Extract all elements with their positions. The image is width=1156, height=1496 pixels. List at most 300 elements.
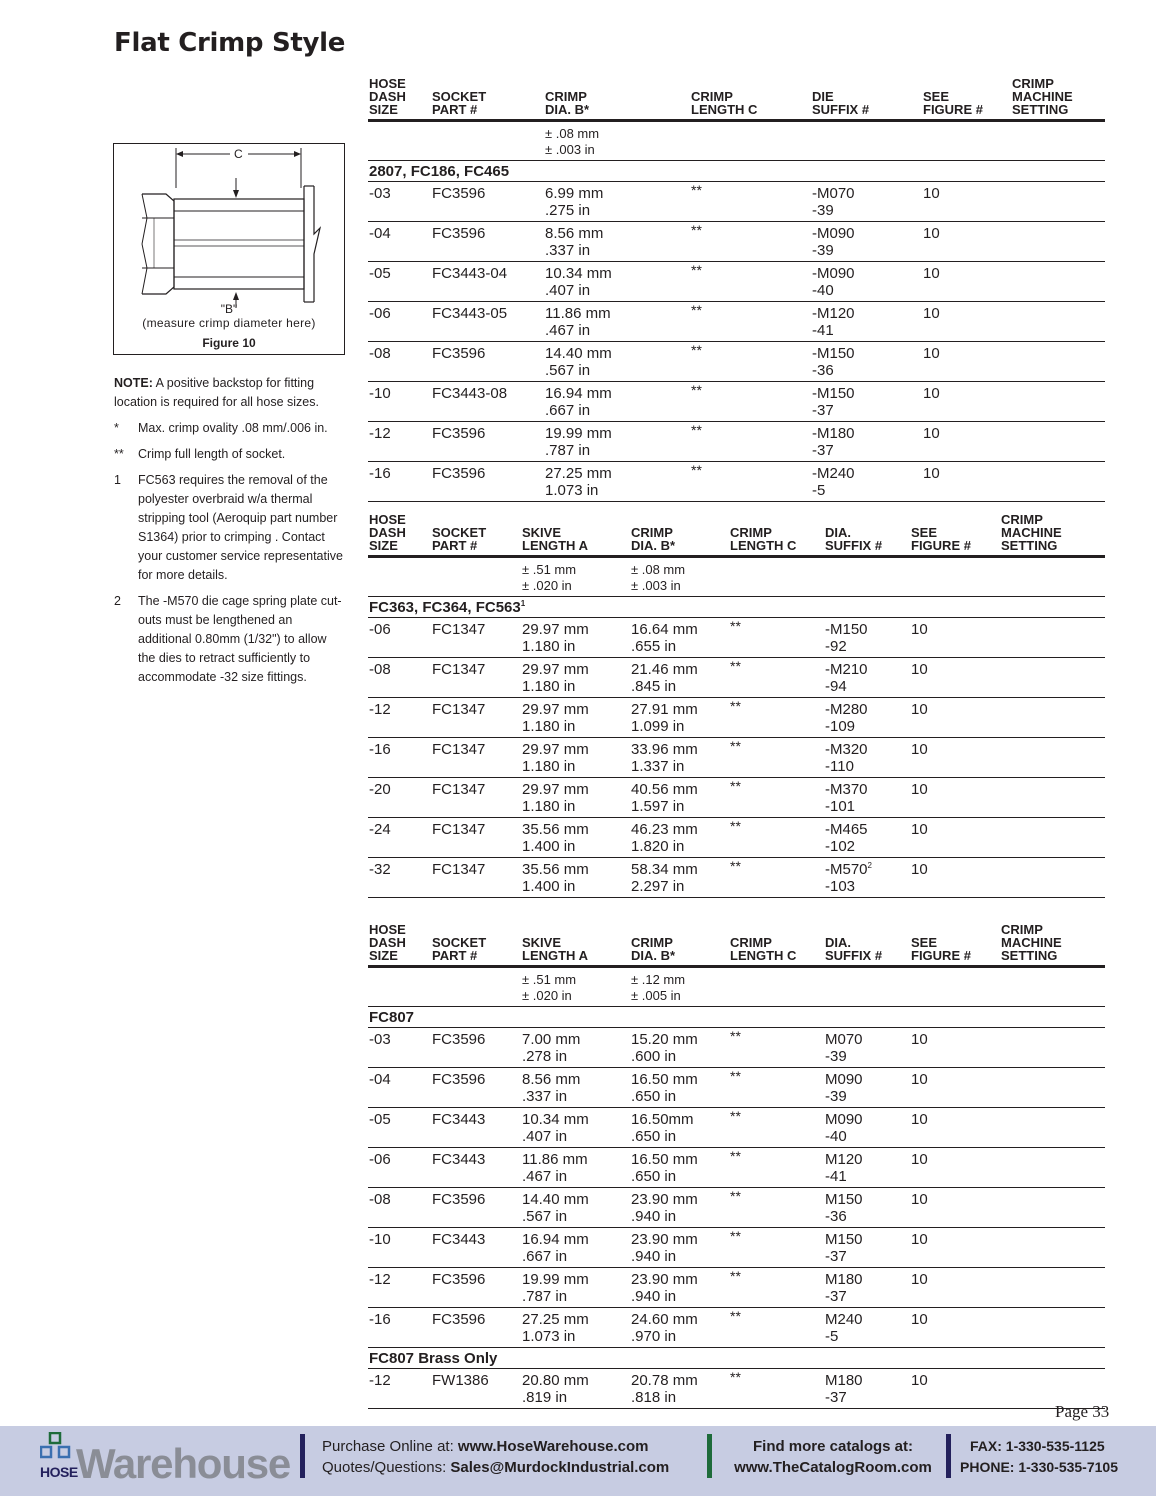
group-label-value [369,599,1105,616]
skive-length [521,617,630,657]
crimp-dia [630,1227,729,1267]
hose-dash-size [368,301,431,341]
crimp-length [690,301,811,341]
crimp-length-value: ** [730,1107,741,1124]
table-row [368,657,1105,697]
see-figure [910,1368,1000,1408]
skive-length-value: 14.40 mm [522,1190,589,1208]
crimp-machine-setting [1000,657,1105,697]
footnote [114,445,346,464]
crimp-machine-setting [1011,421,1105,461]
see-figure-value: 10 [911,1070,928,1088]
dia-suffix-value: -102 [825,837,856,855]
dia-suffix-value: -M210 [825,660,868,678]
see-figure [910,697,1000,737]
die-suffix-value: -41 [812,321,834,339]
col-see-figure: SEE FIGURE # [922,76,1011,120]
crimp-length-value: ** [691,261,702,278]
group-row [368,160,1105,181]
table-row [368,461,1105,501]
dia-suffix-value: -5 [825,1327,839,1345]
dia-suffix [824,1107,910,1147]
skive-length-value: 19.99 mm [522,1270,589,1288]
crimp-dia-value: .650 in [631,1087,677,1105]
dia-suffix-value: -92 [825,637,847,655]
dia-suffix-value: M150 [825,1190,863,1208]
tolerance-cell-value: ± .003 in [631,577,681,593]
skive-length [521,777,630,817]
crimp-length [729,1187,824,1227]
col-hose-dash-size: HOSE DASH SIZE [368,512,431,556]
crimp-length-value: ** [730,1147,741,1164]
hose-dash-size [368,817,431,857]
socket-part-value: FC1347 [432,700,486,718]
hose-warehouse-logo-icon [40,1432,76,1462]
crimp-dia [630,697,729,737]
col-crimp-machine-setting: CRIMP MACHINE SETTING [1011,76,1105,120]
crimp-length [729,1027,824,1067]
dia-suffix-value: -103 [825,877,856,895]
hose-dash-size [368,261,431,301]
crimp-length-value: ** [730,1187,741,1204]
see-figure-value: 10 [911,1371,928,1389]
socket-part [431,817,521,857]
crimp-length [729,1147,824,1187]
hose-dash-size [368,777,431,817]
col-crimp-length: CRIMP LENGTH C [690,76,811,120]
footnote-text: The -M570 die cage spring plate cut-outs must be lengthened an additional 0.80mm (1/32") to allow the dies to retract sufficiently to accommodate -32 size fittings. [138,594,342,684]
die-suffix-value: -36 [812,361,834,379]
hose-dash-size [368,1187,431,1227]
tolerance-cell [544,120,690,160]
footnote-text: Crimp full length of socket. [138,447,286,461]
socket-part [431,301,544,341]
col-crimp-dia: CRIMP DIA. B* [544,76,690,120]
dia-suffix-value: -M320 [825,740,868,758]
tolerance-cell [431,120,544,160]
col-dia-suffix: DIA. SUFFIX # [824,512,910,556]
crimp-length-value: ** [730,697,741,714]
die-suffix-value: -M150 [812,344,855,362]
group-row [368,1347,1105,1368]
tolerance-cell [1000,966,1105,1006]
col-socket-part: SOCKET PART # [431,76,544,120]
table-row [368,261,1105,301]
die-suffix-value: -40 [812,281,834,299]
see-figure [910,1227,1000,1267]
col-crimp-dia: CRIMP DIA. B* [630,512,729,556]
see-figure [910,657,1000,697]
socket-part-value: FC3596 [432,1190,486,1208]
socket-part [431,341,544,381]
socket-part [431,1147,521,1187]
crimp-length-value: ** [730,657,741,674]
footer-catalogs [730,1436,936,1478]
see-figure [910,1027,1000,1067]
see-figure [910,617,1000,657]
crimp-length-value: ** [730,1227,741,1244]
see-figure-value: 10 [923,384,940,402]
crimp-dia [630,617,729,657]
tolerance-cell [729,556,824,596]
skive-length-value: 29.97 mm [522,620,589,638]
see-figure-value: 10 [923,304,940,322]
tolerance-cell-value: ± .08 mm [631,561,686,577]
dia-suffix-value: -37 [825,1247,847,1265]
tolerance-cell-value: ± .005 in [631,987,681,1003]
figure-caption: Figure 10 [202,336,256,350]
crimp-dia-value: .940 in [631,1207,677,1225]
skive-length-value: 1.180 in [522,677,576,695]
crimp-dia [630,1368,729,1408]
skive-length [521,1368,630,1408]
tolerance-cell [630,556,729,596]
purchase-link[interactable]: www.HoseWarehouse.com [457,1438,649,1455]
socket-part [431,381,544,421]
crimp-machine-setting [1000,1027,1105,1067]
tolerance-cell [811,120,922,160]
col-crimp-machine-setting: CRIMP MACHINE SETTING [1000,512,1105,556]
footer-contact-online [322,1436,669,1478]
dia-suffix-value: -36 [825,1207,847,1225]
hose-dash-size-value: -12 [369,424,391,442]
crimp-machine-setting [1000,1187,1105,1227]
table-row [368,1067,1105,1107]
see-figure [922,341,1011,381]
skive-length [521,1267,630,1307]
tolerance-cell [368,556,431,596]
hose-dash-size [368,697,431,737]
dia-suffix [824,1067,910,1107]
table-row [368,857,1105,897]
skive-length [521,1067,630,1107]
crimp-dia-value: 8.56 mm [545,224,604,242]
quotes-email-link[interactable]: Sales@MurdockIndustrial.com [450,1459,670,1476]
socket-part-value: FC3596 [432,344,486,362]
see-figure [910,1307,1000,1347]
crimp-dia [630,737,729,777]
socket-part-value: FC1347 [432,820,486,838]
dia-suffix-value: -37 [825,1388,847,1406]
crimp-dia [544,221,690,261]
crimp-table-1 [368,76,1105,502]
crimp-dia [630,1267,729,1307]
crimp-machine-setting [1011,261,1105,301]
see-figure-value: 10 [923,184,940,202]
footer-divider [946,1434,951,1478]
crimp-length [729,1267,824,1307]
hose-dash-size [368,857,431,897]
hose-dash-size-value: -06 [369,620,391,638]
see-figure [922,421,1011,461]
col-skive-length: SKIVE LENGTH A [521,922,630,966]
table-row [368,341,1105,381]
dia-suffix-value: -110 [825,757,854,775]
hose-dash-size-value: -05 [369,1110,391,1128]
crimp-dia-value: 1.337 in [631,757,685,775]
hose-dash-size [368,657,431,697]
socket-part [431,1067,521,1107]
socket-part [431,1107,521,1147]
dia-suffix-value: M090 [825,1070,863,1088]
group-label [368,1347,1105,1368]
crimp-length [690,421,811,461]
dia-suffix-value: -101 [825,797,856,815]
crimp-dia-value: 46.23 mm [631,820,698,838]
crimp-machine-setting [1000,697,1105,737]
table-body [368,966,1105,1408]
dia-suffix [824,657,910,697]
crimp-machine-setting [1000,617,1105,657]
socket-part [431,1267,521,1307]
see-figure-value: 10 [911,1310,928,1328]
socket-part [431,1307,521,1347]
skive-length [521,657,630,697]
tolerance-cell-value: ± .12 mm [631,971,686,987]
table-row [368,1187,1105,1227]
socket-part [431,1027,521,1067]
phone-label: PHONE: [960,1459,1019,1475]
see-figure-value: 10 [911,1270,928,1288]
hose-dash-size [368,1227,431,1267]
skive-length-value: 7.00 mm [522,1030,581,1048]
die-suffix-value: -37 [812,401,834,419]
socket-part-value: FC3443 [432,1110,486,1128]
hose-dash-size-value: -03 [369,1030,391,1048]
socket-part [431,617,521,657]
crimp-length [690,341,811,381]
catalogs-link[interactable]: www.TheCatalogRoom.com [734,1459,932,1476]
group-label-value: FC363, FC364, FC563 [369,598,521,616]
hose-dash-size [368,1027,431,1067]
figure-10 [113,143,345,355]
crimp-machine-setting [1011,301,1105,341]
dia-suffix [824,1227,910,1267]
crimp-dia-value: 23.90 mm [631,1270,698,1288]
crimp-dia [630,1147,729,1187]
logo-warehouse-text: Warehouse [76,1440,291,1487]
socket-part [431,1368,521,1408]
crimp-length [729,1307,824,1347]
group-label-value: FC807 Brass Only [369,1349,498,1367]
crimp-machine-setting [1000,1107,1105,1147]
die-suffix-value: -M180 [812,424,855,442]
tolerance-cell-value: ± .51 mm [522,561,577,577]
table-row [368,221,1105,261]
crimp-machine-setting [1000,1067,1105,1107]
footnote-mark: ** [114,447,124,461]
col-dia-suffix: DIA. SUFFIX # [824,922,910,966]
dia-suffix-value: -M370 [825,780,868,798]
socket-part [431,1187,521,1227]
crimp-length-value: ** [730,1368,741,1385]
see-figure-value: 10 [923,464,940,482]
socket-part [431,777,521,817]
crimp-dia-value: .787 in [545,441,591,459]
table-header [368,922,1105,966]
logo-hose-text: HOSE [40,1464,78,1480]
crimp-machine-setting [1011,221,1105,261]
crimp-length [729,617,824,657]
dia-suffix [824,697,910,737]
skive-length-value: 35.56 mm [522,820,589,838]
skive-length-value: 29.97 mm [522,740,589,758]
table-row [368,1307,1105,1347]
crimp-length [729,1368,824,1408]
skive-length-value: .278 in [522,1047,568,1065]
dia-suffix-value: -39 [825,1087,847,1105]
table-row [368,777,1105,817]
note-text: A positive backstop for fitting location is required for all hose sizes. [114,376,319,409]
tolerance-cell [690,120,811,160]
crimp-dia-value: 21.46 mm [631,660,698,678]
note [114,374,346,412]
tolerance-cell [521,966,630,1006]
fax-number: 1-330-535-1125 [1005,1438,1105,1454]
see-figure [910,1187,1000,1227]
dia-suffix-value: -39 [825,1047,847,1065]
dia-suffix-value: -37 [825,1287,847,1305]
group-label [368,1006,1105,1027]
tolerance-cell [1000,556,1105,596]
skive-length-value: 29.97 mm [522,700,589,718]
see-figure [910,1267,1000,1307]
see-figure-value: 10 [911,1030,928,1048]
crimp-dia-value: .650 in [631,1167,677,1185]
hose-dash-size [368,341,431,381]
crimp-machine-setting [1011,381,1105,421]
col-skive-length: SKIVE LENGTH A [521,512,630,556]
table-row [368,1368,1105,1408]
tolerance-cell-value: ± .51 mm [522,971,577,987]
dia-suffix-value: -M280 [825,700,868,718]
dia-suffix-value: -M150 [825,620,868,638]
socket-part-value: FW1386 [432,1371,489,1389]
table-body [368,120,1105,501]
crimp-length [729,1067,824,1107]
crimp-length [690,381,811,421]
crimp-dia-value: 1.597 in [631,797,685,815]
dia-suffix [824,817,910,857]
socket-part [431,697,521,737]
col-see-figure: SEE FIGURE # [910,922,1000,966]
socket-part [431,737,521,777]
crimp-dia-value: 16.50mm [631,1110,694,1128]
see-figure-value: 10 [923,424,940,442]
crimp-dia-value: 2.297 in [631,877,685,895]
crimp-dia-value: 1.073 in [545,481,599,499]
crimp-dia [544,261,690,301]
footnote-mark: 1 [114,473,121,487]
crimp-table-3 [368,922,1105,1409]
crimp-dia [630,1067,729,1107]
crimp-machine-setting [1011,341,1105,381]
die-suffix [811,381,922,421]
crimp-dia [630,1027,729,1067]
see-figure-value: 10 [923,264,940,282]
col-socket-part: SOCKET PART # [431,512,521,556]
die-suffix [811,301,922,341]
crimp-length-value: ** [691,381,702,398]
footnote [114,592,346,687]
crimp-dia-value: 58.34 mm [631,860,698,878]
table-row [368,381,1105,421]
crimp-machine-setting [1000,857,1105,897]
page-number: Page 33 [1055,1402,1110,1421]
crimp-length [690,181,811,221]
dia-suffix-value: -40 [825,1127,847,1145]
skive-length-value: .819 in [522,1388,568,1406]
table-row [368,1027,1105,1067]
tolerance-cell [431,556,521,596]
skive-length [521,817,630,857]
crimp-dia-value: .818 in [631,1388,677,1406]
die-suffix-value: -5 [812,481,826,499]
footer-divider [300,1434,305,1478]
see-figure-value: 10 [911,1190,928,1208]
see-figure [922,261,1011,301]
hose-dash-size [368,1067,431,1107]
dia-suffix-value: M070 [825,1030,863,1048]
hose-dash-size-value: -24 [369,820,391,838]
skive-length [521,1187,630,1227]
crimp-dia-value: 23.90 mm [631,1230,698,1248]
die-suffix-value: -39 [812,201,834,219]
see-figure [922,381,1011,421]
table-header [368,512,1105,556]
crimp-dia [630,777,729,817]
hose-dash-size-value: -12 [369,1270,391,1288]
skive-length-value: 1.400 in [522,877,576,895]
skive-length-value: .667 in [522,1247,568,1265]
crimp-machine-setting [1000,737,1105,777]
skive-length [521,737,630,777]
dia-suffix [824,1368,910,1408]
see-figure-value: 10 [911,860,928,878]
footer-band [0,1426,1156,1496]
superscript-note: 1 [520,598,526,608]
hose-dash-size [368,1267,431,1307]
socket-part-value: FC3596 [432,424,486,442]
die-suffix-value: -M240 [812,464,855,482]
crimp-machine-setting [1011,461,1105,501]
see-figure [910,737,1000,777]
dia-suffix [824,1307,910,1347]
see-figure-value: 10 [911,660,928,678]
table-header [368,76,1105,120]
crimp-length-value: ** [691,461,702,478]
socket-part [431,421,544,461]
skive-length-value: .467 in [522,1167,568,1185]
skive-length [521,1027,630,1067]
table-row [368,817,1105,857]
footnote [114,471,346,585]
crimp-machine-setting [1000,1147,1105,1187]
crimp-length-value: ** [730,1067,741,1084]
hose-dash-size-value: -32 [369,860,391,878]
crimp-machine-setting [1011,181,1105,221]
crimp-dia [630,1107,729,1147]
socket-part-value: FC1347 [432,660,486,678]
skive-length [521,1227,630,1267]
group-label [368,160,1105,181]
dia-suffix-value: M240 [825,1310,863,1328]
see-figure-value: 10 [911,1110,928,1128]
skive-length-value: 1.180 in [522,757,576,775]
dia-suffix-value: M180 [825,1371,863,1389]
col-hose-dash-size: HOSE DASH SIZE [368,76,431,120]
crimp-dia-value: .940 in [631,1287,677,1305]
